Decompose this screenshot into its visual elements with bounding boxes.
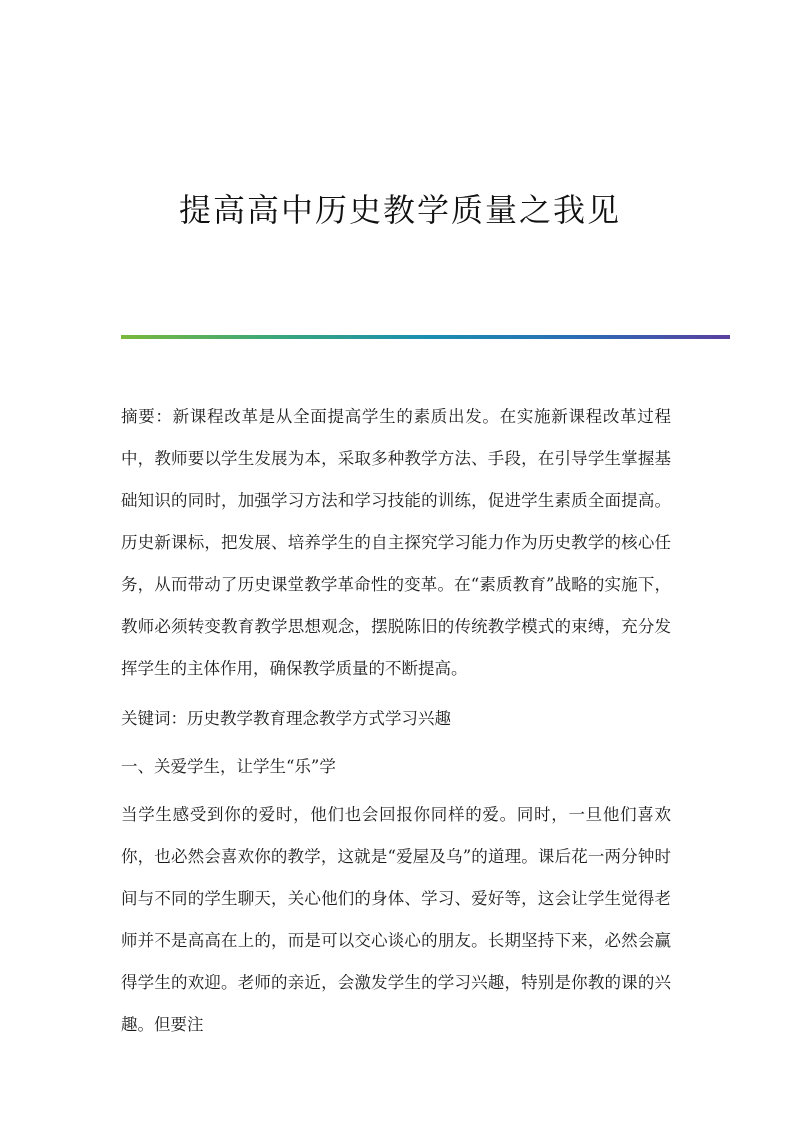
keywords-line: 关键词：历史教学教育理念教学方式学习兴趣 <box>121 709 451 728</box>
title-divider <box>121 335 730 339</box>
document-title: 提高高中历史教学质量之我见 <box>178 191 621 229</box>
section-body-paragraph: 当学生感受到你的爱时，他们也会回报你同样的爱。同时，一旦他们喜欢你，也必然会喜欢你的教学，这就是“爱屋及乌”的道理。课后花一两分钟时间与不同的学生聊天，关心他们的身体、学习、爱好等，这会让学生觉得老师并不是高高在上的，而是可以交心谈心的朋友。长期坚持下来，必然会赢得学生的欢迎。老师的亲近，会激发学生的学习兴趣，特别是你教的课的兴趣。但要注 <box>121 805 671 1034</box>
document-body <box>121 396 671 1054</box>
abstract-paragraph: 摘要：新课程改革是从全面提高学生的素质出发。在实施新课程改革过程中，教师要以学生发展为本，采取多种教学方法、手段，在引导学生掌握基础知识的同时，加强学习方法和学习技能的训练，促进学生素质全面提高。历史新课标，把发展、培养学生的自主探究学习能力作为历史教学的核心任务，从而带动了历史课堂教学革命性的变革。在“素质教育”战略的实施下，教师必须转变教育教学思想观念，摆脱陈旧的传统教学模式的束缚，充分发挥学生的主体作用，确保教学质量的不断提高。 <box>121 407 671 678</box>
section-heading: 一、关爱学生，让学生“乐”学 <box>121 757 336 776</box>
